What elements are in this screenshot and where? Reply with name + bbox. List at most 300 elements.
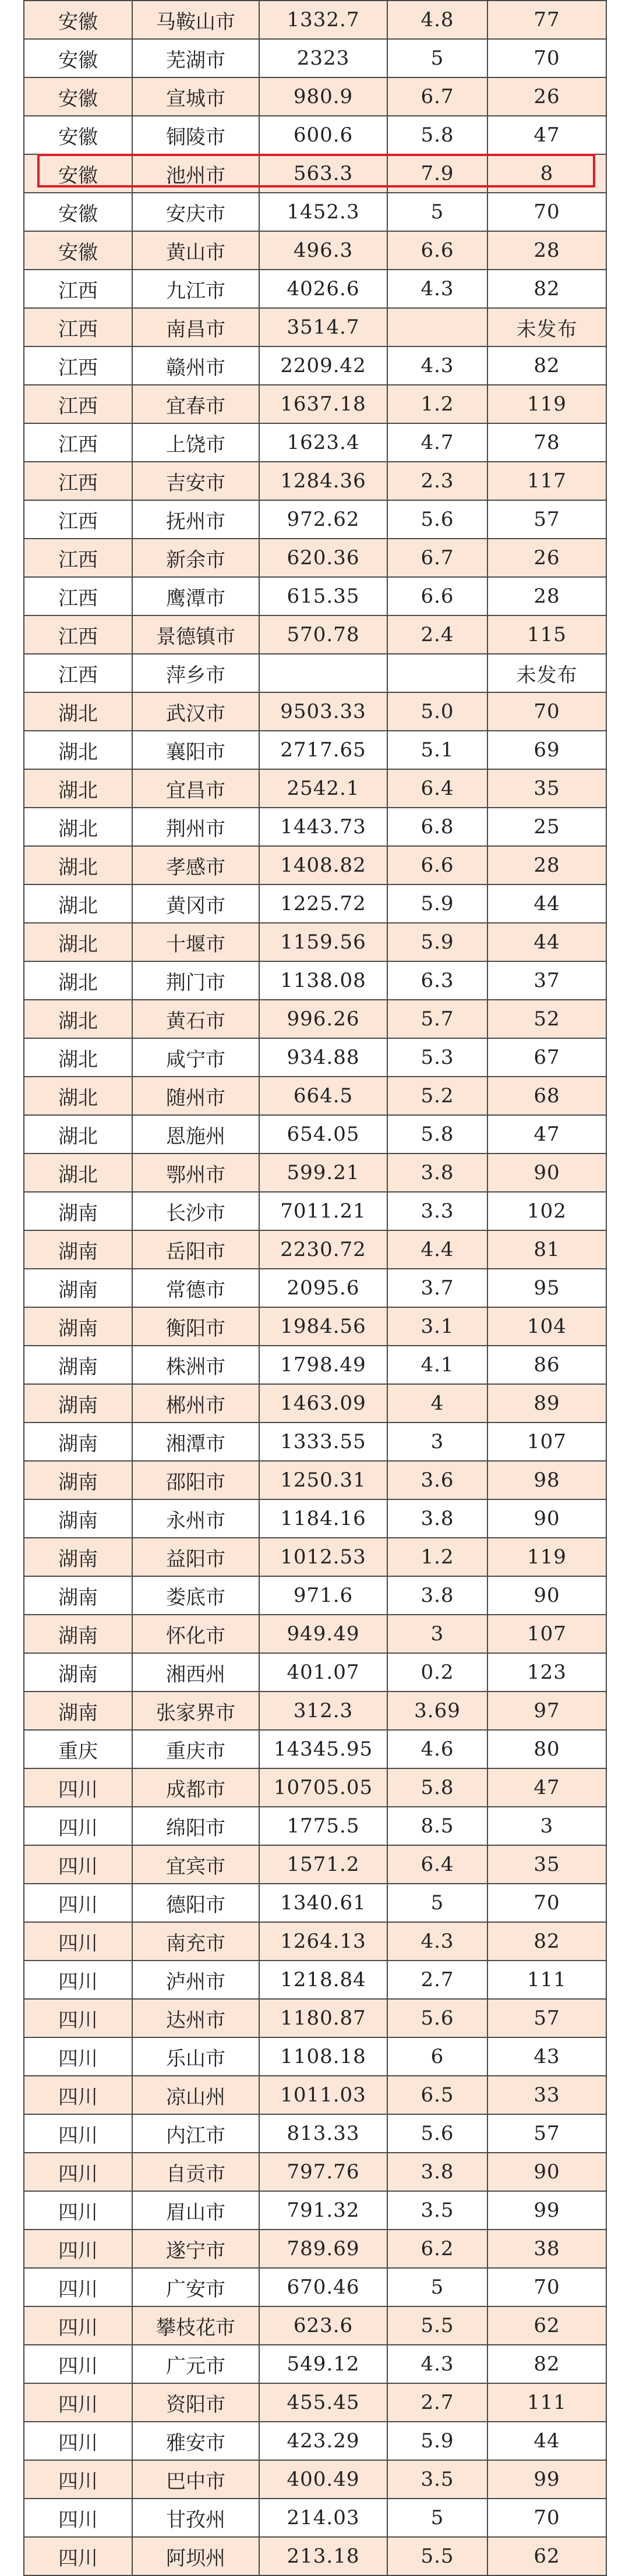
growth-cell <box>387 654 487 692</box>
province-cell: 江西 <box>24 270 132 308</box>
gdp-cell: 813.33 <box>259 2114 387 2153</box>
growth-cell: 5.6 <box>387 500 487 539</box>
gdp-cell: 670.46 <box>259 2268 387 2306</box>
rank-cell: 98 <box>487 1461 606 1499</box>
table-row <box>24 808 606 846</box>
rank-cell: 78 <box>487 423 606 462</box>
city-cell: 湘西州 <box>132 1653 259 1692</box>
city-cell: 重庆市 <box>132 1730 259 1768</box>
rank-cell: 119 <box>487 385 606 423</box>
province-cell: 湖南 <box>24 1307 132 1346</box>
city-cell: 广元市 <box>132 2345 259 2383</box>
growth-cell: 3.8 <box>387 1153 487 1192</box>
growth-cell: 5 <box>387 2499 487 2537</box>
city-cell: 绵阳市 <box>132 1807 259 1845</box>
city-cell: 南昌市 <box>132 308 259 346</box>
city-cell: 咸宁市 <box>132 1038 259 1077</box>
rank-cell: 82 <box>487 346 606 385</box>
rank-cell: 99 <box>487 2191 606 2230</box>
gdp-cell: 972.62 <box>259 500 387 539</box>
province-cell: 四川 <box>24 1922 132 1961</box>
gdp-cell: 401.07 <box>259 1653 387 1692</box>
table-row <box>24 923 606 961</box>
table-row <box>24 2191 606 2230</box>
growth-cell: 2.7 <box>387 1961 487 1999</box>
rank-cell: 70 <box>487 193 606 231</box>
table-row <box>24 2153 606 2191</box>
growth-cell: 3.8 <box>387 1576 487 1615</box>
gdp-cell: 949.49 <box>259 1615 387 1653</box>
table-row <box>24 1307 606 1346</box>
growth-cell: 5.7 <box>387 1000 487 1038</box>
growth-cell: 3.5 <box>387 2191 487 2230</box>
table-row <box>24 615 606 654</box>
gdp-cell: 3514.7 <box>259 308 387 346</box>
growth-cell: 4.4 <box>387 1230 487 1269</box>
rank-cell: 107 <box>487 1615 606 1653</box>
growth-cell: 5 <box>387 193 487 231</box>
table-row <box>24 1999 606 2037</box>
province-cell: 湖南 <box>24 1653 132 1692</box>
gdp-cell: 1138.08 <box>259 961 387 1000</box>
table-row <box>24 1538 606 1576</box>
growth-cell: 8.5 <box>387 1807 487 1845</box>
city-cell: 株洲市 <box>132 1346 259 1384</box>
province-cell: 安徽 <box>24 231 132 270</box>
city-gdp-table <box>23 0 607 2576</box>
table-row <box>24 1192 606 1230</box>
province-cell: 湖北 <box>24 731 132 769</box>
city-cell: 长沙市 <box>132 1192 259 1230</box>
table-row <box>24 1077 606 1115</box>
table-row <box>24 270 606 308</box>
province-cell: 四川 <box>24 2345 132 2383</box>
table-row <box>24 193 606 231</box>
gdp-cell: 1284.36 <box>259 462 387 500</box>
rank-cell: 44 <box>487 2422 606 2460</box>
growth-cell: 6.4 <box>387 769 487 808</box>
province-cell: 四川 <box>24 2191 132 2230</box>
city-cell: 眉山市 <box>132 2191 259 2230</box>
table-row <box>24 2537 606 2575</box>
city-cell: 荆州市 <box>132 808 259 846</box>
growth-cell: 5.0 <box>387 692 487 731</box>
table-row <box>24 2460 606 2499</box>
growth-cell: 4.3 <box>387 2345 487 2383</box>
city-cell: 泸州市 <box>132 1961 259 1999</box>
city-cell: 娄底市 <box>132 1576 259 1615</box>
city-cell: 十堰市 <box>132 923 259 961</box>
gdp-cell: 789.69 <box>259 2230 387 2268</box>
growth-cell: 3.69 <box>387 1692 487 1730</box>
gdp-cell: 791.32 <box>259 2191 387 2230</box>
city-cell: 凉山州 <box>132 2076 259 2114</box>
rank-cell: 107 <box>487 1423 606 1461</box>
gdp-cell: 214.03 <box>259 2499 387 2537</box>
growth-cell: 3.5 <box>387 2460 487 2499</box>
gdp-cell: 2230.72 <box>259 1230 387 1269</box>
city-cell: 抚州市 <box>132 500 259 539</box>
table-row <box>24 2076 606 2114</box>
city-cell: 上饶市 <box>132 423 259 462</box>
gdp-cell: 1218.84 <box>259 1961 387 1999</box>
gdp-cell: 1452.3 <box>259 193 387 231</box>
city-cell: 黄冈市 <box>132 884 259 923</box>
rank-cell: 57 <box>487 500 606 539</box>
rank-cell: 69 <box>487 731 606 769</box>
rank-cell: 8 <box>487 154 606 193</box>
city-cell: 吉安市 <box>132 462 259 500</box>
gdp-cell: 1443.73 <box>259 808 387 846</box>
province-cell: 湖南 <box>24 1576 132 1615</box>
city-cell: 雅安市 <box>132 2422 259 2460</box>
city-cell: 武汉市 <box>132 692 259 731</box>
province-cell: 湖南 <box>24 1423 132 1461</box>
table-row <box>24 1961 606 1999</box>
rank-cell: 82 <box>487 1922 606 1961</box>
gdp-cell: 563.3 <box>259 154 387 193</box>
table-row <box>24 231 606 270</box>
table-row <box>24 1692 606 1730</box>
province-cell: 湖北 <box>24 769 132 808</box>
table-row <box>24 2306 606 2345</box>
city-cell: 赣州市 <box>132 346 259 385</box>
table-row <box>24 1884 606 1922</box>
gdp-cell: 1011.03 <box>259 2076 387 2114</box>
rank-cell: 35 <box>487 1845 606 1884</box>
city-cell: 黄山市 <box>132 231 259 270</box>
rank-cell: 97 <box>487 1692 606 1730</box>
city-cell: 邵阳市 <box>132 1461 259 1499</box>
growth-cell: 1.2 <box>387 1538 487 1576</box>
rank-cell: 62 <box>487 2537 606 2575</box>
table-row <box>24 1768 606 1807</box>
gdp-cell: 7011.21 <box>259 1192 387 1230</box>
city-cell: 恩施州 <box>132 1115 259 1153</box>
province-cell: 安徽 <box>24 77 132 116</box>
growth-cell: 5.8 <box>387 1115 487 1153</box>
table-row <box>24 2230 606 2268</box>
rank-cell: 43 <box>487 2037 606 2076</box>
table-row <box>24 654 606 692</box>
rank-cell: 86 <box>487 1346 606 1384</box>
growth-cell: 6.2 <box>387 2230 487 2268</box>
gdp-cell: 1225.72 <box>259 884 387 923</box>
growth-cell: 6.4 <box>387 1845 487 1884</box>
growth-cell: 6.5 <box>387 2076 487 2114</box>
province-cell: 江西 <box>24 423 132 462</box>
table-row <box>24 1269 606 1307</box>
province-cell: 湖北 <box>24 808 132 846</box>
growth-cell: 4 <box>387 1384 487 1423</box>
rank-cell: 68 <box>487 1077 606 1115</box>
city-cell: 攀枝花市 <box>132 2306 259 2345</box>
province-cell: 湖南 <box>24 1615 132 1653</box>
rank-cell: 117 <box>487 462 606 500</box>
growth-cell: 5.8 <box>387 1768 487 1807</box>
city-cell: 广安市 <box>132 2268 259 2306</box>
gdp-cell: 4026.6 <box>259 270 387 308</box>
gdp-cell: 2095.6 <box>259 1269 387 1307</box>
gdp-cell <box>259 654 387 692</box>
city-cell: 芜湖市 <box>132 39 259 77</box>
growth-cell: 4.8 <box>387 1 487 39</box>
province-cell: 四川 <box>24 1961 132 1999</box>
rank-cell: 77 <box>487 1 606 39</box>
table-row <box>24 39 606 77</box>
growth-cell: 7.9 <box>387 154 487 193</box>
rank-cell: 99 <box>487 2460 606 2499</box>
province-cell: 安徽 <box>24 116 132 154</box>
growth-cell: 5.9 <box>387 884 487 923</box>
rank-cell: 38 <box>487 2230 606 2268</box>
rank-cell: 95 <box>487 1269 606 1307</box>
rank-cell: 82 <box>487 270 606 308</box>
growth-cell: 6 <box>387 2037 487 2076</box>
province-cell: 江西 <box>24 308 132 346</box>
rank-cell: 123 <box>487 1653 606 1692</box>
city-cell: 德阳市 <box>132 1884 259 1922</box>
city-cell: 湘潭市 <box>132 1423 259 1461</box>
province-cell: 四川 <box>24 2499 132 2537</box>
growth-cell: 2.3 <box>387 462 487 500</box>
table-row <box>24 1615 606 1653</box>
growth-cell: 3 <box>387 1615 487 1653</box>
city-cell: 荆门市 <box>132 961 259 1000</box>
table-row <box>24 1115 606 1153</box>
gdp-cell: 400.49 <box>259 2460 387 2499</box>
province-cell: 江西 <box>24 462 132 500</box>
gdp-cell: 312.3 <box>259 1692 387 1730</box>
rank-cell: 33 <box>487 2076 606 2114</box>
gdp-cell: 1463.09 <box>259 1384 387 1423</box>
gdp-cell: 1332.7 <box>259 1 387 39</box>
rank-cell: 44 <box>487 923 606 961</box>
growth-cell: 3.3 <box>387 1192 487 1230</box>
city-cell: 巴中市 <box>132 2460 259 2499</box>
city-cell: 九江市 <box>132 270 259 308</box>
rank-cell: 35 <box>487 769 606 808</box>
growth-cell: 5.8 <box>387 116 487 154</box>
rank-cell: 119 <box>487 1538 606 1576</box>
city-cell: 孝感市 <box>132 846 259 884</box>
province-cell: 湖北 <box>24 1038 132 1077</box>
city-cell: 资阳市 <box>132 2383 259 2422</box>
table-row <box>24 308 606 346</box>
rank-cell: 90 <box>487 2153 606 2191</box>
gdp-cell: 620.36 <box>259 539 387 577</box>
gdp-cell: 1637.18 <box>259 385 387 423</box>
table-row <box>24 1153 606 1192</box>
city-cell: 怀化市 <box>132 1615 259 1653</box>
province-cell: 湖南 <box>24 1230 132 1269</box>
growth-cell: 3 <box>387 1423 487 1461</box>
city-cell: 安庆市 <box>132 193 259 231</box>
table-row <box>24 846 606 884</box>
gdp-cell: 1340.61 <box>259 1884 387 1922</box>
city-cell: 衡阳市 <box>132 1307 259 1346</box>
table-row <box>24 462 606 500</box>
table-row <box>24 77 606 116</box>
city-cell: 乐山市 <box>132 2037 259 2076</box>
province-cell: 四川 <box>24 2153 132 2191</box>
gdp-cell: 1775.5 <box>259 1807 387 1845</box>
growth-cell: 6.6 <box>387 846 487 884</box>
table-row <box>24 500 606 539</box>
rank-cell: 37 <box>487 961 606 1000</box>
gdp-cell: 1333.55 <box>259 1423 387 1461</box>
table-row <box>24 2422 606 2460</box>
province-cell: 四川 <box>24 2076 132 2114</box>
growth-cell: 3.8 <box>387 2153 487 2191</box>
rank-cell: 70 <box>487 692 606 731</box>
table-row <box>24 1922 606 1961</box>
rank-cell: 47 <box>487 116 606 154</box>
province-cell: 江西 <box>24 615 132 654</box>
gdp-cell: 654.05 <box>259 1115 387 1153</box>
rank-cell: 未发布 <box>487 308 606 346</box>
city-cell: 鄂州市 <box>132 1153 259 1192</box>
province-cell: 四川 <box>24 2230 132 2268</box>
growth-cell: 4.1 <box>387 1346 487 1384</box>
table-row <box>24 1461 606 1499</box>
province-cell: 湖北 <box>24 1077 132 1115</box>
province-cell: 四川 <box>24 2037 132 2076</box>
province-cell: 江西 <box>24 500 132 539</box>
province-cell: 江西 <box>24 577 132 615</box>
rank-cell: 28 <box>487 577 606 615</box>
province-cell: 安徽 <box>24 154 132 193</box>
table-row <box>24 539 606 577</box>
gdp-cell: 934.88 <box>259 1038 387 1077</box>
province-cell: 四川 <box>24 2383 132 2422</box>
rank-cell: 89 <box>487 1384 606 1423</box>
rank-cell: 81 <box>487 1230 606 1269</box>
city-cell: 达州市 <box>132 1999 259 2037</box>
table-row <box>24 423 606 462</box>
province-cell: 四川 <box>24 2422 132 2460</box>
province-cell: 四川 <box>24 1768 132 1807</box>
table-row <box>24 1730 606 1768</box>
province-cell: 湖北 <box>24 884 132 923</box>
province-cell: 湖南 <box>24 1269 132 1307</box>
province-cell: 重庆 <box>24 1730 132 1768</box>
rank-cell: 111 <box>487 2383 606 2422</box>
gdp-cell: 10705.05 <box>259 1768 387 1807</box>
gdp-cell: 615.35 <box>259 577 387 615</box>
gdp-cell: 1184.16 <box>259 1499 387 1538</box>
table-row <box>24 961 606 1000</box>
province-cell: 安徽 <box>24 193 132 231</box>
gdp-cell: 1159.56 <box>259 923 387 961</box>
city-cell: 新余市 <box>132 539 259 577</box>
province-cell: 湖北 <box>24 846 132 884</box>
province-cell: 安徽 <box>24 39 132 77</box>
gdp-cell: 797.76 <box>259 2153 387 2191</box>
growth-cell <box>387 308 487 346</box>
table-row <box>24 1038 606 1077</box>
growth-cell: 5 <box>387 39 487 77</box>
city-cell: 宜宾市 <box>132 1845 259 1884</box>
rank-cell: 47 <box>487 1115 606 1153</box>
table-row <box>24 1807 606 1845</box>
table-row <box>24 577 606 615</box>
growth-cell: 4.3 <box>387 1922 487 1961</box>
growth-cell: 5 <box>387 1884 487 1922</box>
rank-cell: 90 <box>487 1153 606 1192</box>
table-row <box>24 1499 606 1538</box>
table-row <box>24 1653 606 1692</box>
city-cell: 自贡市 <box>132 2153 259 2191</box>
gdp-cell: 1108.18 <box>259 2037 387 2076</box>
gdp-cell: 9503.33 <box>259 692 387 731</box>
table-row <box>24 1423 606 1461</box>
rank-cell: 90 <box>487 1576 606 1615</box>
growth-cell: 2.7 <box>387 2383 487 2422</box>
rank-cell: 102 <box>487 1192 606 1230</box>
city-cell: 宜春市 <box>132 385 259 423</box>
province-cell: 四川 <box>24 2537 132 2575</box>
province-cell: 四川 <box>24 1884 132 1922</box>
growth-cell: 5 <box>387 2268 487 2306</box>
table-row <box>24 1576 606 1615</box>
city-cell: 铜陵市 <box>132 116 259 154</box>
rank-cell: 115 <box>487 615 606 654</box>
city-cell: 襄阳市 <box>132 731 259 769</box>
rank-cell: 28 <box>487 846 606 884</box>
rank-cell: 104 <box>487 1307 606 1346</box>
growth-cell: 6.7 <box>387 539 487 577</box>
growth-cell: 4.7 <box>387 423 487 462</box>
rank-cell: 28 <box>487 231 606 270</box>
rank-cell: 70 <box>487 2499 606 2537</box>
growth-cell: 2.4 <box>387 615 487 654</box>
city-cell: 遂宁市 <box>132 2230 259 2268</box>
gdp-cell: 600.6 <box>259 116 387 154</box>
gdp-cell: 496.3 <box>259 231 387 270</box>
gdp-cell: 1623.4 <box>259 423 387 462</box>
province-cell: 四川 <box>24 2306 132 2345</box>
city-cell: 景德镇市 <box>132 615 259 654</box>
gdp-cell: 1798.49 <box>259 1346 387 1384</box>
province-cell: 湖南 <box>24 1461 132 1499</box>
province-cell: 江西 <box>24 654 132 692</box>
growth-cell: 5.6 <box>387 1999 487 2037</box>
table-row <box>24 1 606 39</box>
city-cell: 宣城市 <box>132 77 259 116</box>
growth-cell: 5.2 <box>387 1077 487 1115</box>
city-cell: 池州市 <box>132 154 259 193</box>
table-row <box>24 1845 606 1884</box>
gdp-cell: 2323 <box>259 39 387 77</box>
province-cell: 湖南 <box>24 1499 132 1538</box>
province-cell: 湖南 <box>24 1192 132 1230</box>
city-cell: 宜昌市 <box>132 769 259 808</box>
province-cell: 湖北 <box>24 692 132 731</box>
city-cell: 内江市 <box>132 2114 259 2153</box>
rank-cell: 52 <box>487 1000 606 1038</box>
gdp-cell: 570.78 <box>259 615 387 654</box>
gdp-cell: 213.18 <box>259 2537 387 2575</box>
table-row <box>24 154 606 193</box>
rank-cell: 70 <box>487 1884 606 1922</box>
growth-cell: 6.3 <box>387 961 487 1000</box>
table-row <box>24 1000 606 1038</box>
rank-cell: 47 <box>487 1768 606 1807</box>
growth-cell: 3.1 <box>387 1307 487 1346</box>
rank-cell: 70 <box>487 39 606 77</box>
growth-cell: 1.2 <box>387 385 487 423</box>
